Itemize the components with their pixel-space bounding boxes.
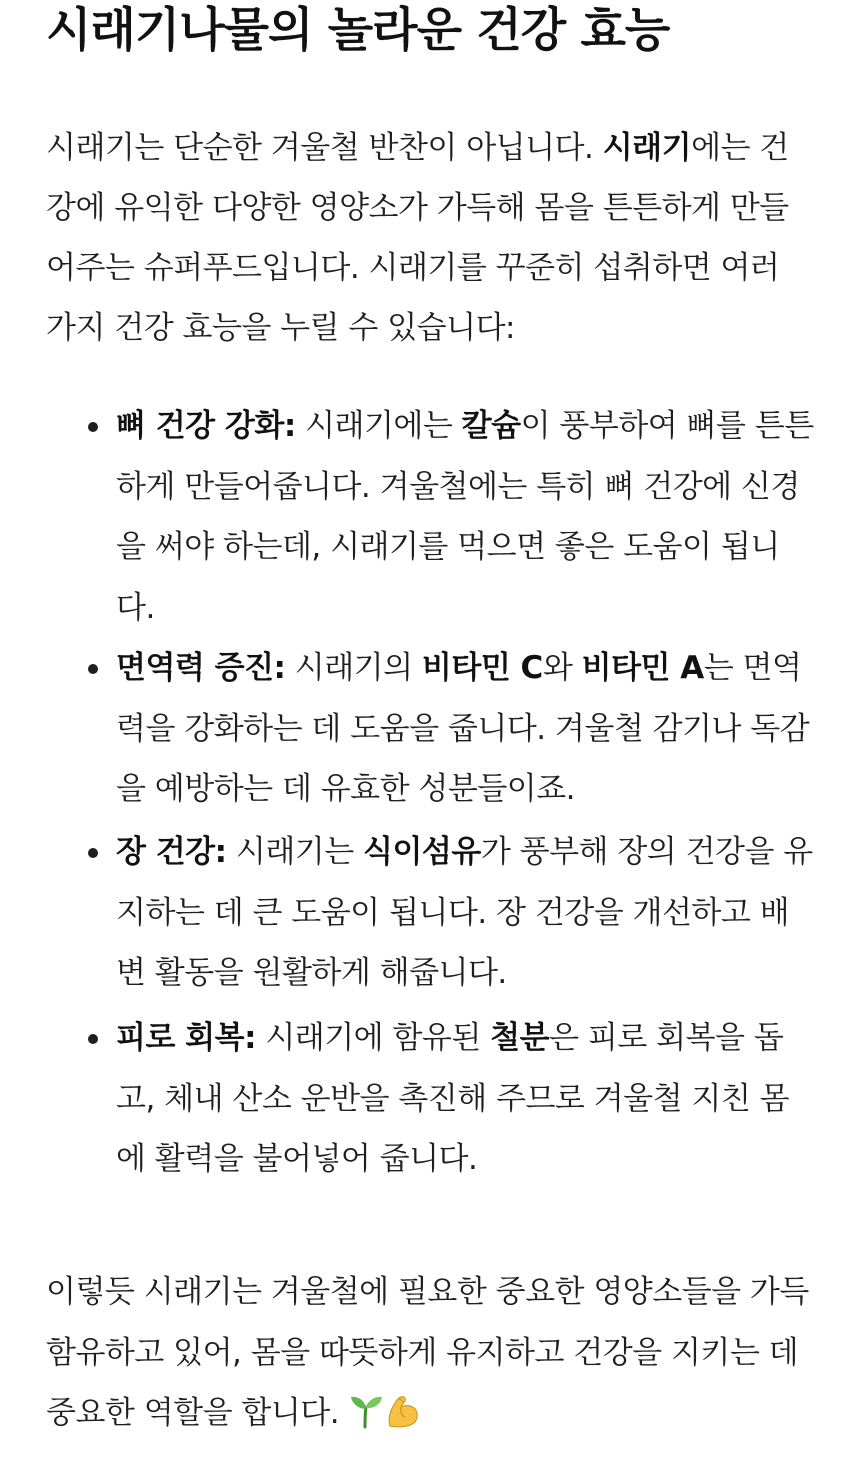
bullet-icon bbox=[88, 1034, 98, 1044]
seedling-icon bbox=[348, 1393, 384, 1429]
benefit-text: 시래기의 bbox=[285, 650, 422, 686]
bullet-icon bbox=[88, 664, 98, 674]
list-item-gut-health bbox=[46, 822, 816, 1008]
benefit-heading: 피로 회복: bbox=[116, 1020, 256, 1056]
benefit-text: 시래기에 함유된 bbox=[255, 1020, 491, 1056]
benefit-heading: 뼈 건강 강화: bbox=[116, 408, 296, 444]
benefits-list bbox=[46, 396, 816, 1188]
benefit-text: 시래기는 bbox=[226, 834, 364, 870]
benefit-text: 시래기에는 bbox=[295, 408, 462, 444]
article-title: 시래기나물의 놀라운 건강 효능 bbox=[46, 3, 670, 58]
benefit-text: 는 면역력을 강화하는 데 도움을 줍니다. 겨울철 감기나 독감을 예방하는 데 유효한 성분들이죠. bbox=[116, 650, 810, 807]
benefit-keyword: 식이섬유 bbox=[363, 834, 481, 870]
benefit-text: 이 풍부하여 뼈를 튼튼하게 만들어줍니다. 겨울철에는 특히 뼈 건강에 신경을 써야 하는데, 시래기를 먹으면 좋은 도움이 됩니다. bbox=[116, 408, 814, 626]
intro-paragraph bbox=[46, 118, 806, 358]
benefit-keyword: 비타민 A bbox=[581, 650, 704, 686]
outro-paragraph bbox=[46, 1262, 816, 1444]
bullet-icon bbox=[88, 848, 98, 858]
benefit-text: 은 피로 회복을 돕고, 체내 산소 운반을 촉진해 주므로 겨울철 지친 몸에 활력을 불어넣어 줍니다. bbox=[116, 1020, 790, 1177]
outro-text: 이렇듯 시래기는 겨울철에 필요한 중요한 영양소들을 가득 함유하고 있어, 몸을 따뜻하게 유지하고 건강을 지키는 데 중요한 역할을 합니다. bbox=[46, 1274, 809, 1431]
flexed-biceps-icon bbox=[384, 1393, 420, 1429]
intro-text-1: 시래기는 단순한 겨울철 반찬이 아닙니다. bbox=[46, 130, 603, 166]
benefit-text: 와 bbox=[542, 650, 582, 686]
intro-text-2: 에는 건강에 유익한 다양한 영양소가 가득해 몸을 튼튼하게 만들어주는 슈퍼푸드입니다. 시래기를 꾸준히 섭취하면 여러 가지 건강 효능을 누릴 수 있습니다: bbox=[46, 130, 789, 346]
benefit-keyword: 칼슘 bbox=[461, 408, 521, 444]
benefit-keyword: 철분 bbox=[490, 1020, 550, 1056]
benefit-keyword: 비타민 C bbox=[421, 650, 543, 686]
benefit-heading: 장 건강: bbox=[116, 834, 227, 870]
list-item-fatigue-recovery bbox=[46, 1008, 816, 1188]
list-item-immunity bbox=[46, 638, 816, 822]
benefit-heading: 면역력 증진: bbox=[116, 650, 286, 686]
benefit-text: 가 풍부해 장의 건강을 유지하는 데 큰 도움이 됩니다. 장 건강을 개선하고 배변 활동을 원활하게 해줍니다. bbox=[116, 834, 813, 991]
list-item-bone-health bbox=[46, 396, 816, 638]
intro-bold-keyword: 시래기 bbox=[602, 130, 692, 166]
bullet-icon bbox=[88, 422, 98, 432]
